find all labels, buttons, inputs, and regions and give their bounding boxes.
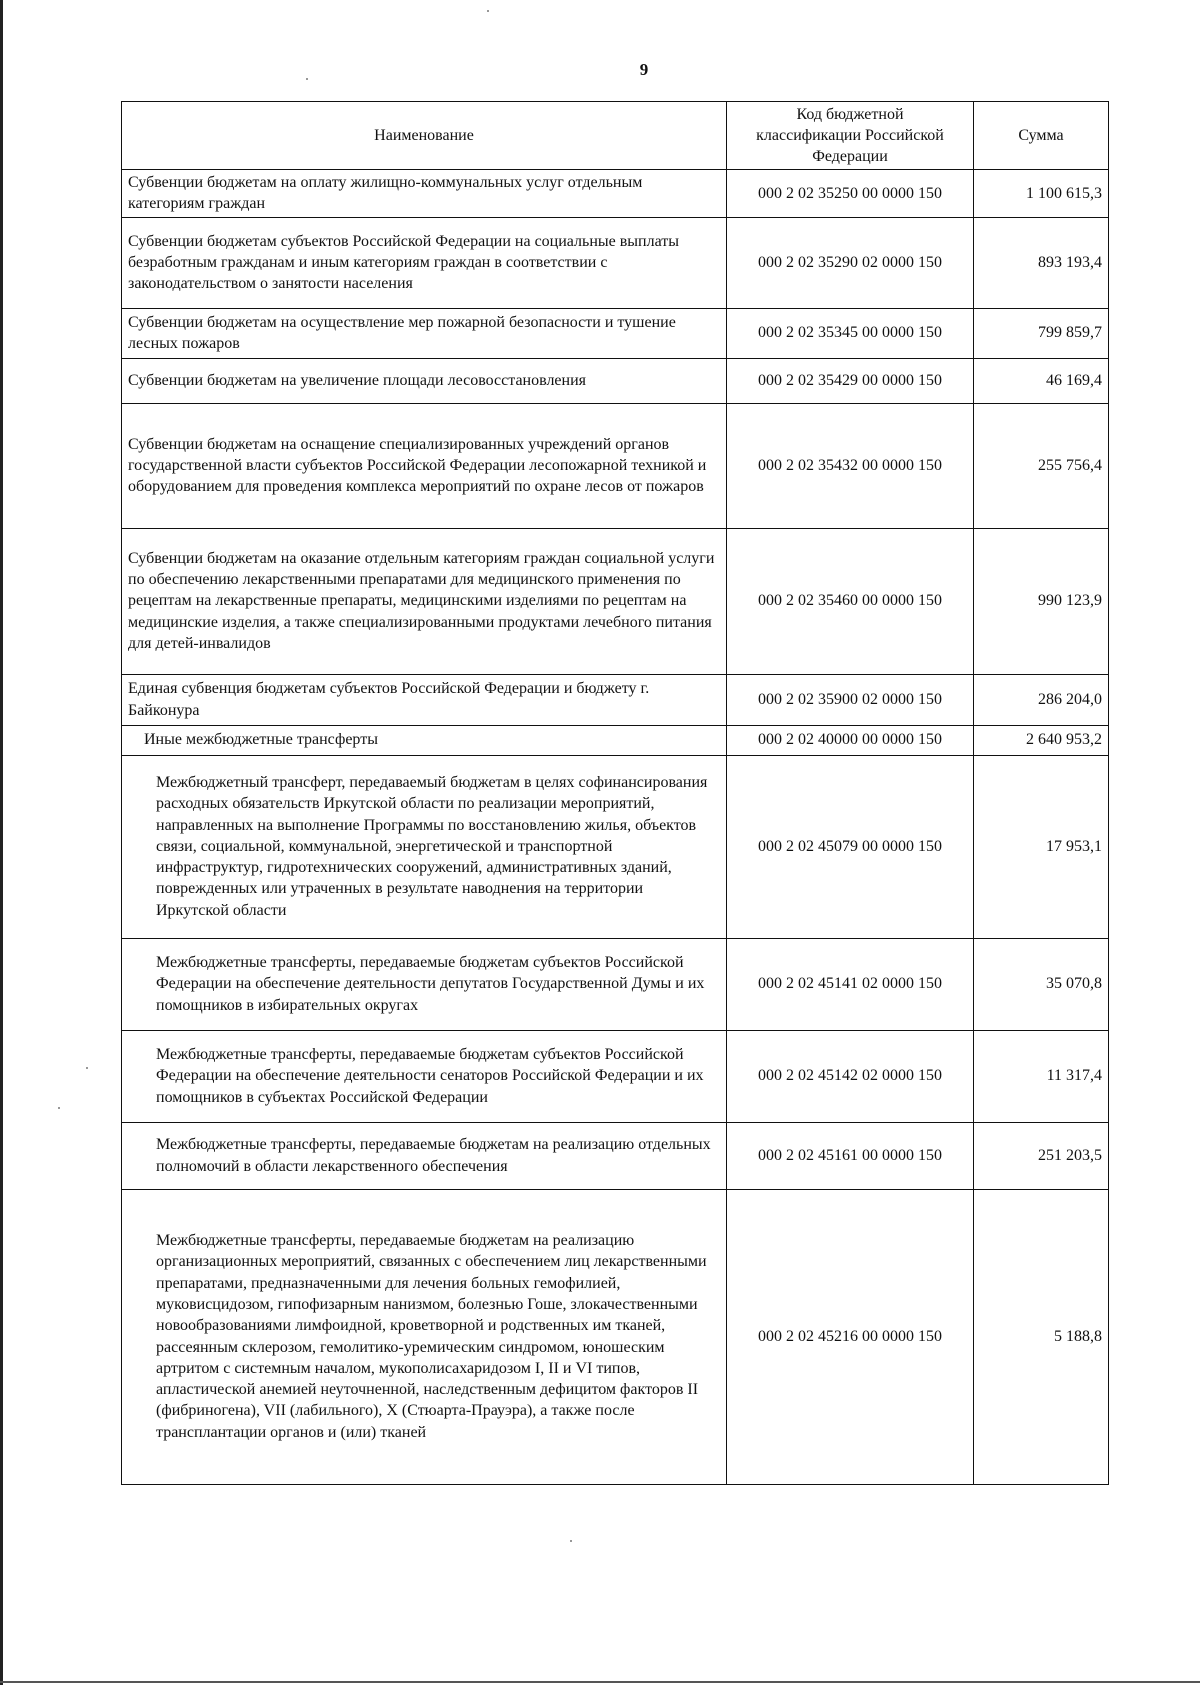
row-name: Межбюджетные трансферты, передаваемые бюджетам на реализацию организационных мероприятий, связанных с обеспечением лиц лекарственными препаратами, предназначенными для лечения больных гемофилией, муковисцидозом, гипофизарным нанизмом, болезнью Гоше, злокачественными новообразованиями лимфоидной, кроветворной и родственных им тканей, рассеянным склерозом, гемолитико-уремическим синдромом, юношеским артритом с системным началом, мукополисахаридозом I, II и VI типов, апластической анемией неуточненной, наследственным дефицитом факторов II (фибриногена), VII (лабильного), X (Стюарта-Прауэра), а также после трансплантации органов и (или) тканей	[122, 1189, 727, 1484]
row-code: 000 2 02 45161 00 0000 150	[727, 1122, 974, 1189]
table-row	[122, 308, 1109, 358]
row-code: 000 2 02 35429 00 0000 150	[727, 358, 974, 403]
row-sum: 35 070,8	[974, 938, 1109, 1030]
page-number: 9	[639, 60, 649, 79]
row-code: 000 2 02 35290 02 0000 150	[727, 217, 974, 308]
row-sum: 5 188,8	[974, 1189, 1109, 1484]
row-name: Единая субвенция бюджетам субъектов Российской Федерации и бюджету г. Байконура	[122, 674, 727, 725]
row-sum: 2 640 953,2	[974, 725, 1109, 755]
row-code: 000 2 02 35250 00 0000 150	[727, 170, 974, 218]
header-sum: Сумма	[974, 102, 1109, 170]
row-name: Субвенции бюджетам на оснащение специализированных учреждений органов государственной власти субъектов Российской Федерации лесопожарной техникой и оборудованием для проведения комплекса мероприятий по охране лесов от пожаров	[122, 403, 727, 528]
row-sum: 893 193,4	[974, 217, 1109, 308]
header-name: Наименование	[122, 102, 727, 170]
row-name: Субвенции бюджетам на осуществление мер пожарной безопасности и тушение лесных пожаров	[122, 308, 727, 358]
row-code: 000 2 02 45216 00 0000 150	[727, 1189, 974, 1484]
row-sum: 286 204,0	[974, 674, 1109, 725]
table-row	[122, 403, 1109, 528]
row-sum: 17 953,1	[974, 755, 1109, 938]
row-code: 000 2 02 35432 00 0000 150	[727, 403, 974, 528]
row-name: Межбюджетные трансферты, передаваемые бюджетам субъектов Российской Федерации на обеспечение деятельности сенаторов Российской Федерации и их помощников в субъектах Российской Федерации	[122, 1030, 727, 1122]
row-sum: 251 203,5	[974, 1122, 1109, 1189]
row-code: 000 2 02 40000 00 0000 150	[727, 725, 974, 755]
table-header-row	[122, 102, 1109, 170]
row-sum: 799 859,7	[974, 308, 1109, 358]
row-name: Межбюджетные трансферты, передаваемые бюджетам на реализацию отдельных полномочий в области лекарственного обеспечения	[122, 1122, 727, 1189]
row-name: Субвенции бюджетам субъектов Российской Федерации на социальные выплаты безработным гражданам и иным категориям граждан в соответствии с законодательством о занятости населения	[122, 217, 727, 308]
table-row	[122, 1122, 1109, 1189]
row-name: Субвенции бюджетам на оплату жилищно-коммунальных услуг отдельным категориям граждан	[122, 170, 727, 218]
scan-speck	[86, 1067, 88, 1069]
scan-speck	[570, 1540, 572, 1542]
table-row	[122, 938, 1109, 1030]
row-name: Субвенции бюджетам на увеличение площади лесовосстановления	[122, 358, 727, 403]
table-row	[122, 217, 1109, 308]
scan-left-edge	[0, 0, 3, 1685]
row-code: 000 2 02 45141 02 0000 150	[727, 938, 974, 1030]
table-row	[122, 674, 1109, 725]
scan-bottom-edge	[0, 1681, 1200, 1683]
row-code: 000 2 02 35900 02 0000 150	[727, 674, 974, 725]
row-name: Иные межбюджетные трансферты	[122, 725, 727, 755]
table-row-section	[122, 725, 1109, 755]
scan-speck	[487, 10, 489, 12]
table-row	[122, 358, 1109, 403]
table-row	[122, 170, 1109, 218]
table-row	[122, 528, 1109, 674]
table-row	[122, 1189, 1109, 1484]
scan-speck	[306, 78, 308, 80]
table-row	[122, 755, 1109, 938]
row-name: Межбюджетные трансферты, передаваемые бюджетам субъектов Российской Федерации на обеспечение деятельности депутатов Государственной Думы и их помощников в избирательных округах	[122, 938, 727, 1030]
row-sum: 46 169,4	[974, 358, 1109, 403]
budget-table	[121, 101, 1109, 1485]
table-row	[122, 1030, 1109, 1122]
row-code: 000 2 02 35460 00 0000 150	[727, 528, 974, 674]
header-code: Код бюджетной классификации Российской Федерации	[727, 102, 974, 170]
row-sum: 255 756,4	[974, 403, 1109, 528]
row-sum: 1 100 615,3	[974, 170, 1109, 218]
row-sum: 990 123,9	[974, 528, 1109, 674]
row-code: 000 2 02 45079 00 0000 150	[727, 755, 974, 938]
row-code: 000 2 02 35345 00 0000 150	[727, 308, 974, 358]
row-name: Межбюджетный трансферт, передаваемый бюджетам в целях софинансирования расходных обязательств Иркутской области по реализации мероприятий, направленных на выполнение Программы по восстановлению жилья, объектов связи, социальной, коммунальной, энергетической и транспортной инфраструктур, гидротехнических сооружений, административных зданий, поврежденных или утраченных в результате наводнения на территории Иркутской области	[122, 755, 727, 938]
row-sum: 11 317,4	[974, 1030, 1109, 1122]
row-code: 000 2 02 45142 02 0000 150	[727, 1030, 974, 1122]
scan-speck	[58, 1107, 60, 1109]
row-name: Субвенции бюджетам на оказание отдельным категориям граждан социальной услуги по обеспечению лекарственными препаратами для медицинского применения по рецептам на лекарственные препараты, медицинскими изделиями по рецептам на медицинские изделия, а также специализированными продуктами лечебного питания для детей-инвалидов	[122, 528, 727, 674]
